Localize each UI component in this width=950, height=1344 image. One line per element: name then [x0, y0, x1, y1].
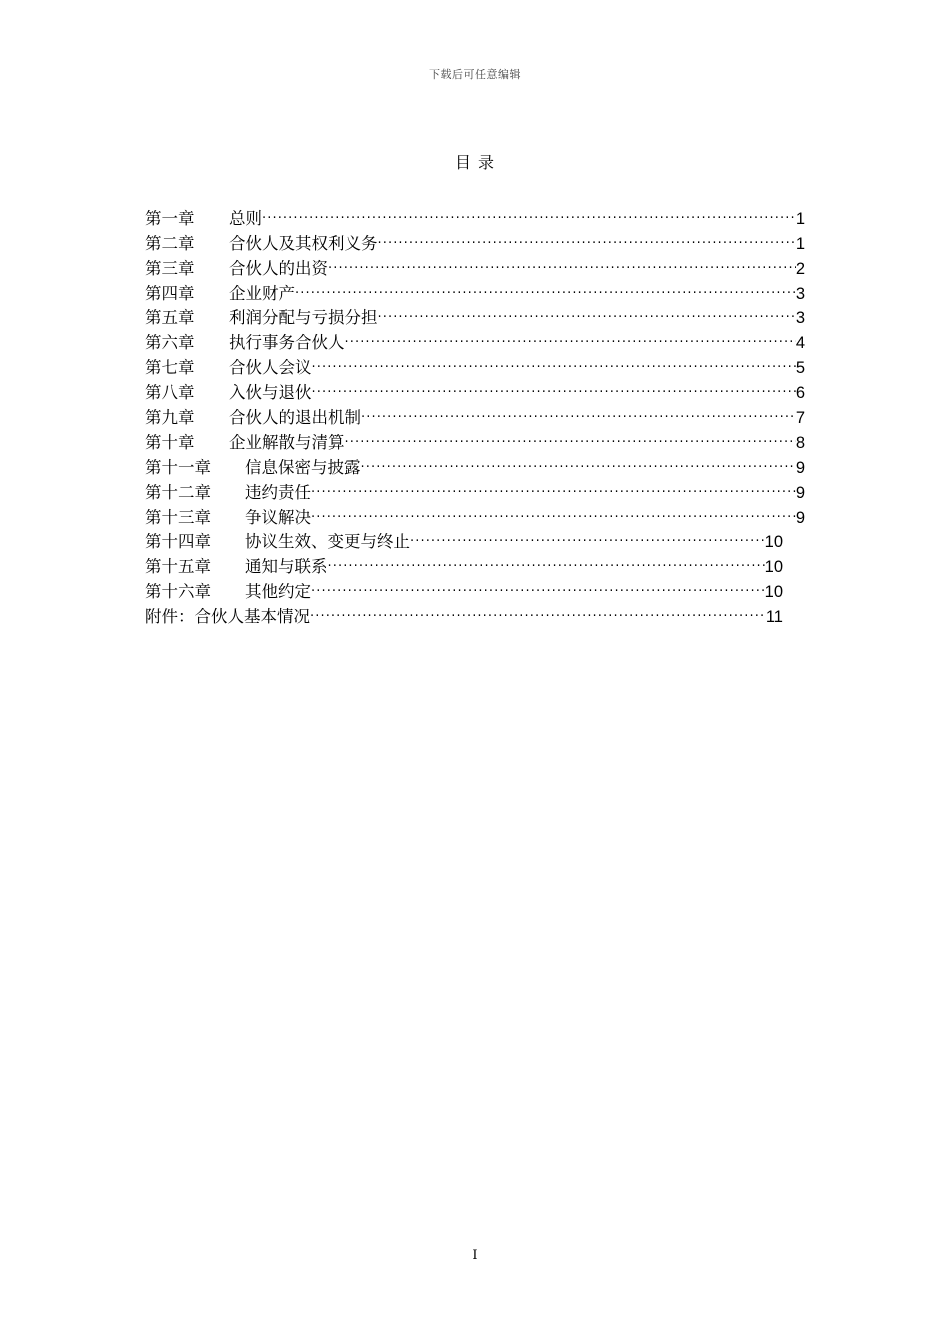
toc-dot-leader — [378, 299, 796, 324]
toc-entry-page: 10 — [764, 558, 783, 577]
toc-entry-title: 合伙人基本情况 — [194, 607, 310, 627]
toc-entry-page: 10 — [764, 583, 783, 602]
toc-entry-title: 企业财产 — [229, 283, 295, 303]
toc-dot-leader — [311, 572, 765, 597]
toc-entry-page: 9 — [795, 458, 805, 477]
toc-entry-title: 合伙人及其权利义务 — [229, 233, 378, 253]
table-of-contents — [145, 199, 805, 627]
toc-entry-page: 1 — [795, 209, 805, 228]
toc-entry-number: 第十三章 — [145, 507, 211, 527]
toc-entry-page: 9 — [795, 508, 805, 527]
toc-entry-number: 附件： — [145, 607, 195, 627]
toc-entry-title: 利润分配与亏损分担 — [229, 308, 378, 328]
page-header-watermark: 下载后可任意编辑 — [429, 68, 521, 81]
toc-entry-number: 第六章 — [145, 333, 195, 353]
toc-dot-leader — [312, 373, 796, 398]
toc-entry-page: 5 — [795, 359, 805, 378]
toc-dot-leader — [345, 323, 796, 348]
toc-entry-number: 第七章 — [145, 358, 195, 378]
toc-entry-page: 6 — [795, 384, 805, 403]
toc-entry-title: 通知与联系 — [245, 557, 328, 577]
toc-dot-leader — [311, 498, 796, 523]
toc-dot-leader — [328, 249, 796, 274]
toc-dot-leader — [312, 348, 796, 373]
toc-entry-page: 8 — [795, 433, 805, 452]
toc-entry-title: 信息保密与披露 — [245, 457, 361, 477]
toc-entry-title: 合伙人的退出机制 — [229, 408, 361, 428]
toc-entry-page: 3 — [795, 284, 805, 303]
toc-entry-number: 第十四章 — [145, 532, 211, 552]
toc-entry-number: 第三章 — [145, 258, 195, 278]
page-number: I — [472, 1248, 478, 1263]
toc-entry-number: 第五章 — [145, 308, 195, 328]
toc-dot-leader — [295, 274, 796, 299]
toc-entry-page: 7 — [795, 409, 805, 428]
toc-dot-leader — [345, 423, 796, 448]
toc-dot-leader — [361, 398, 796, 423]
toc-entry-number: 第十六章 — [145, 582, 211, 602]
toc-entry-page: 11 — [765, 608, 783, 627]
toc-entry-number: 第十一章 — [145, 457, 211, 477]
toc-entry-page: 1 — [795, 234, 805, 253]
toc-title: 目 录 — [454, 153, 496, 172]
toc-entry-title: 合伙人的出资 — [229, 258, 328, 278]
toc-dot-leader — [262, 199, 796, 224]
toc-entry-number: 第十二章 — [145, 482, 211, 502]
toc-entry-title: 总则 — [229, 208, 262, 228]
toc-entry-title: 执行事务合伙人 — [229, 333, 345, 353]
toc-dot-leader — [378, 224, 796, 249]
toc-entry-page: 2 — [795, 259, 805, 278]
toc-entry-title: 合伙人会议 — [229, 358, 312, 378]
toc-entry-chapter-1[interactable] — [145, 199, 805, 228]
toc-entry-number: 第九章 — [145, 408, 195, 428]
toc-dot-leader — [410, 523, 765, 548]
toc-entry-title: 争议解决 — [245, 507, 311, 527]
toc-entry-page: 4 — [795, 334, 805, 353]
toc-entry-title: 其他约定 — [245, 582, 311, 602]
toc-entry-number: 第十五章 — [145, 557, 211, 577]
toc-entry-title: 违约责任 — [245, 482, 311, 502]
toc-entry-number: 第二章 — [145, 233, 195, 253]
toc-entry-page: 10 — [764, 533, 783, 552]
toc-dot-leader — [328, 547, 765, 572]
toc-entry-number: 第四章 — [145, 283, 195, 303]
toc-dot-leader — [310, 597, 766, 622]
toc-entry-page: 3 — [795, 309, 805, 328]
toc-entry-number: 第一章 — [145, 208, 195, 228]
toc-entry-page: 9 — [795, 483, 805, 502]
toc-entry-title: 协议生效、变更与终止 — [245, 532, 410, 552]
toc-entry-title: 入伙与退伙 — [229, 383, 312, 403]
toc-dot-leader — [361, 448, 796, 473]
toc-entry-title: 企业解散与清算 — [229, 432, 345, 452]
toc-entry-number: 第八章 — [145, 383, 195, 403]
toc-dot-leader — [311, 473, 796, 498]
toc-entry-number: 第十章 — [145, 432, 195, 452]
